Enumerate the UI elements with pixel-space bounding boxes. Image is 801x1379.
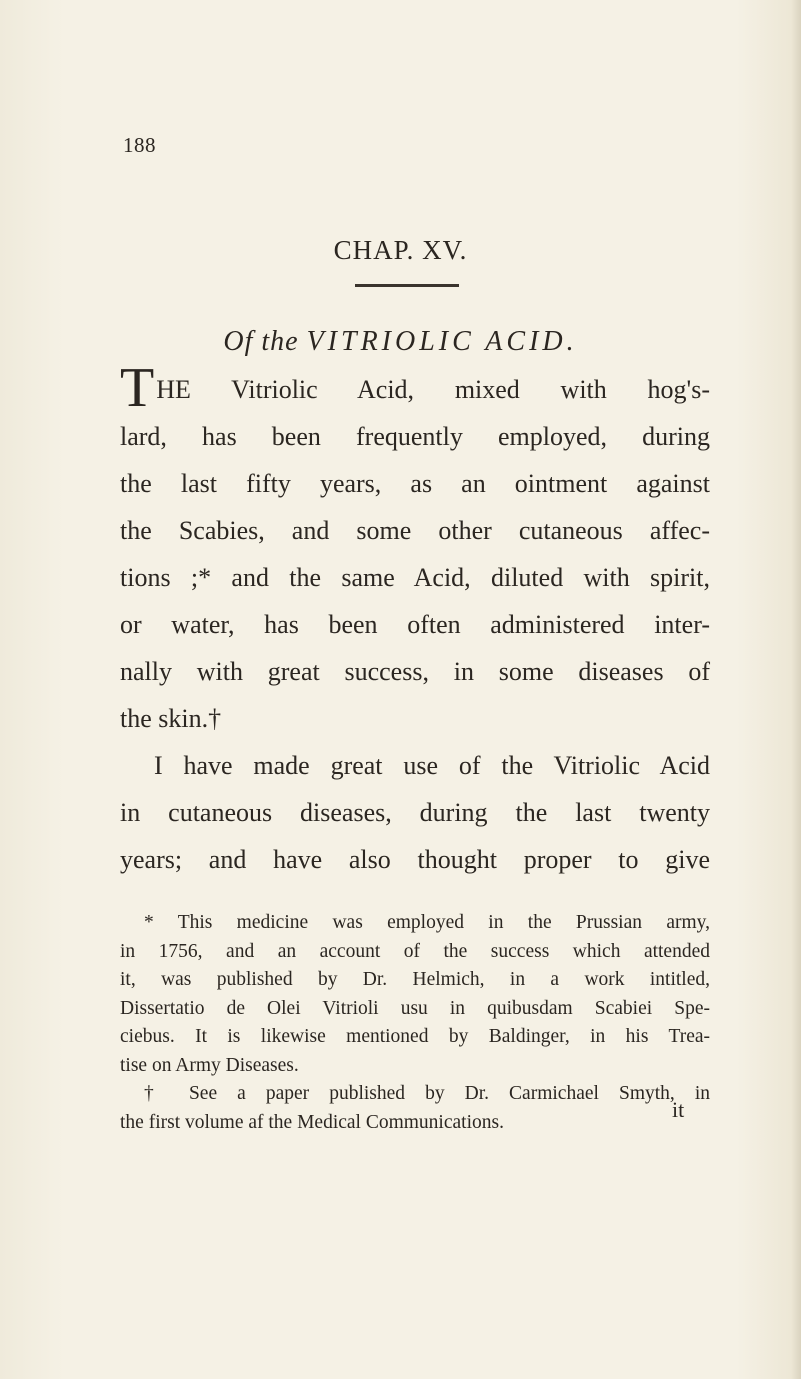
drop-cap: T — [120, 357, 155, 419]
footnote-line: the first volume af the Medical Communications. — [120, 1111, 504, 1133]
body-text — [120, 357, 710, 883]
chapter-rule — [355, 284, 459, 287]
body-line: or water, has been often administered inter- — [120, 610, 710, 639]
body-line: in cutaneous diseases, during the last twenty — [120, 798, 710, 827]
footnotes — [120, 909, 710, 1137]
page-number: 188 — [123, 133, 156, 157]
body-line: the skin.† — [120, 704, 222, 733]
footnote-line: it, was published by Dr. Helmich, in a work intitled, — [120, 969, 710, 990]
chapter-heading: CHAP. XV. — [333, 235, 468, 265]
body-line: years; and have also thought proper to give — [120, 845, 710, 874]
footnote-line: * This medicine was employed in the Prussian army, — [144, 912, 710, 933]
body-line-text: HE Vitriolic Acid, mixed with hog's- — [156, 375, 710, 404]
section-title — [0, 326, 801, 358]
footnote-line: tise on Army Diseases. — [120, 1054, 299, 1076]
body-line — [120, 357, 710, 419]
body-line: the Scabies, and some other cutaneous affec- — [120, 516, 710, 545]
body-line: I have made great use of the Vitriolic Acid — [154, 751, 710, 780]
body-line: tions ;* and the same Acid, diluted with spirit, — [120, 563, 710, 592]
body-line: nally with great success, in some diseases of — [120, 657, 710, 686]
footnote-line: in 1756, and an account of the success which attended — [120, 940, 710, 962]
footnote-line: ciebus. It is likewise mentioned by Baldinger, in his Trea- — [120, 1026, 710, 1047]
section-title-main: VITRIOLIC ACID. — [306, 326, 578, 357]
section-title-prefix: Of the — [223, 326, 299, 357]
body-line: lard, has been frequently employed, during — [120, 422, 710, 451]
page-edge-shadow — [791, 0, 801, 1379]
footnote-line: † See a paper published by Dr. Carmichael Smyth, in — [144, 1083, 710, 1104]
body-line: the last fifty years, as an ointment against — [120, 469, 710, 498]
catchword: it — [672, 1097, 685, 1122]
footnote-line: Dissertatio de Olei Vitrioli usu in quibusdam Scabiei Spe- — [120, 997, 710, 1019]
